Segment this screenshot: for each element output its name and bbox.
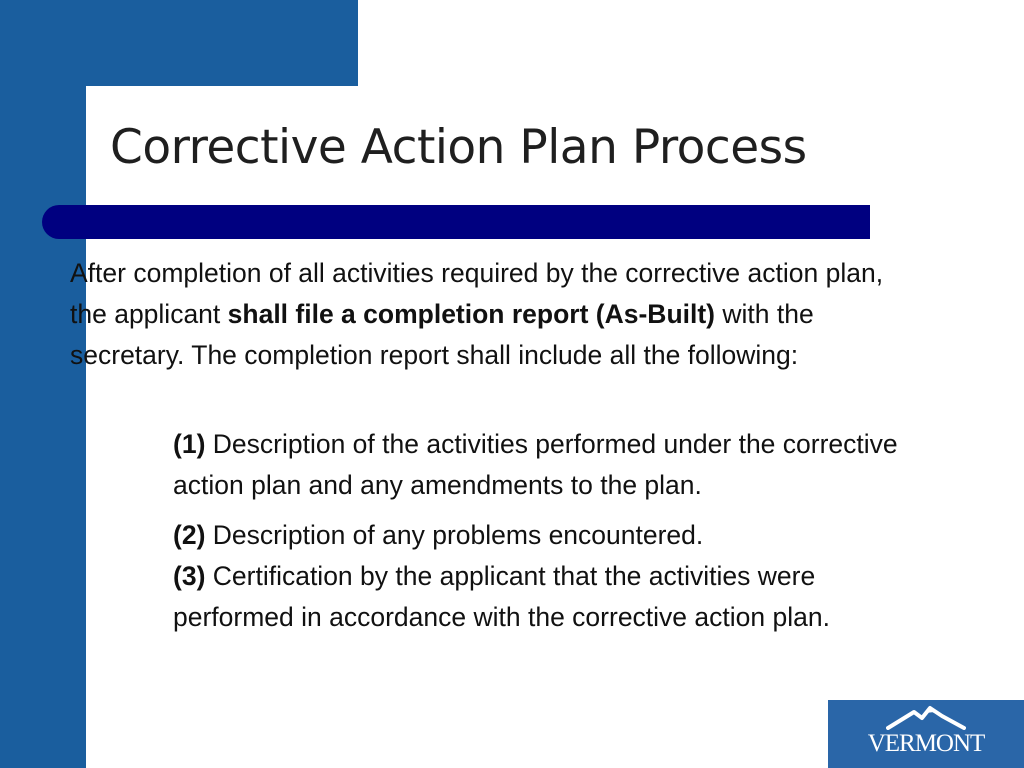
list-item [173,515,933,556]
vermont-logo [828,700,1024,768]
intro-text-part2: with the secretary. The completion report shall include all the following: [70,299,814,370]
title-underline-bar [42,205,870,239]
requirement-list [173,424,933,638]
intro-paragraph [70,253,900,376]
vermont-logo-text: VERMONT [867,730,985,757]
slide-title: Corrective Action Plan Process [110,120,807,175]
mountain-icon [886,704,966,730]
item-number: (2) [173,520,206,550]
item-text: Description of any problems encountered. [205,520,704,550]
item-number: (1) [173,429,206,459]
item-number: (3) [173,561,206,591]
item-text: Certification by the applicant that the activities were performed in accordance with the corrective action plan. [173,561,830,632]
top-blue-block [86,0,358,86]
item-text: Description of the activities performed under the corrective action plan and any amendments to the plan. [173,429,898,500]
left-blue-band [0,0,86,768]
intro-text-bold: shall file a completion report (As-Built) [227,299,716,329]
list-item [173,556,933,638]
intro-text-part1: After completion of all activities required by the corrective action plan, the applicant [70,258,884,329]
list-item [173,424,933,506]
